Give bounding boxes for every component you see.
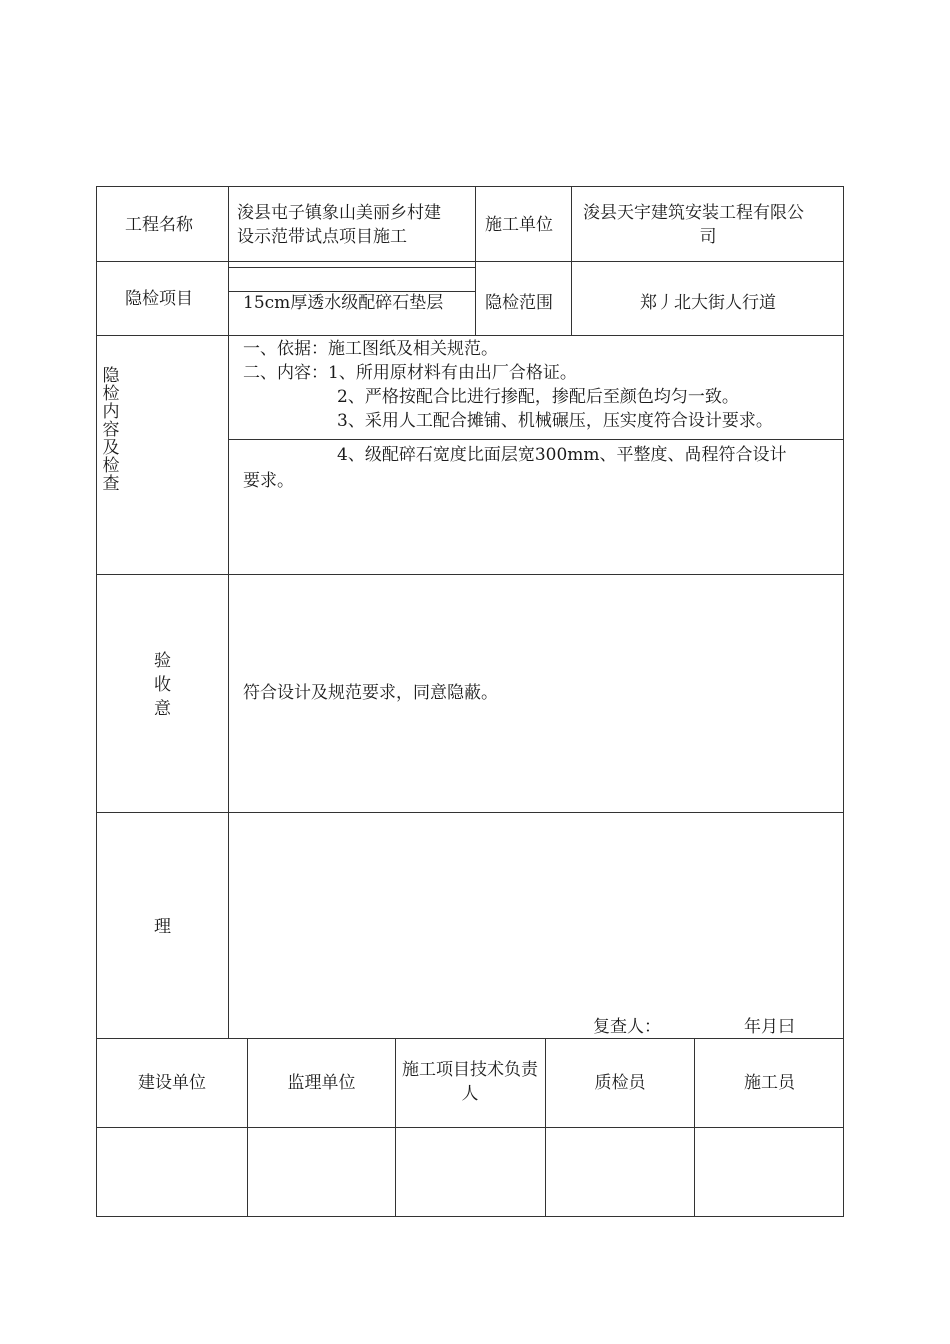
row-divider-5 bbox=[97, 1038, 844, 1039]
inspection-range-value: 郑丿北大街人行道 bbox=[640, 293, 776, 313]
acceptance-label-char-2: 收 bbox=[154, 675, 171, 695]
content-line-3: 3、采用人工配合摊铺、机械碾压，压实度符合设计要求。 bbox=[337, 411, 773, 431]
project-name-line1: 浚县屯子镇象山美丽乡村建 bbox=[237, 203, 441, 223]
sig-header-owner: 建设单位 bbox=[138, 1073, 206, 1093]
sig-header-builder: 施工员 bbox=[744, 1073, 795, 1093]
label-column-divider bbox=[228, 187, 229, 1038]
sig-header-supervisor: 监理单位 bbox=[287, 1073, 356, 1093]
contractor-line1: 浚县天宇建筑安装工程有限公 bbox=[583, 203, 804, 223]
content-line-2: 2、严格按配合比进行掺配，掺配后至颜色均匀一致。 bbox=[337, 387, 739, 407]
row-divider-1 bbox=[97, 261, 844, 262]
supervision-label: 理 bbox=[154, 917, 171, 937]
content-line-basis: 一、依据：施工图纸及相关规范。 bbox=[243, 339, 498, 359]
review-date-label: 年月曰 bbox=[744, 1017, 795, 1037]
sig-cell-quality-inspector[interactable] bbox=[546, 1128, 694, 1217]
reviewer-label: 复查人： bbox=[593, 1017, 661, 1037]
middle-divider-2 bbox=[571, 187, 572, 335]
content-line-4a: 4、级配碎石宽度比面层宽300mm、平整度、咼程符合设计 bbox=[337, 445, 787, 465]
content-line-1: 二、内容：1、所用原材料有由出厂合格证。 bbox=[243, 363, 577, 383]
project-name-line2: 设示范带试点项目施工 bbox=[237, 227, 407, 247]
acceptance-label-char-1: 验 bbox=[154, 651, 171, 671]
inspection-item-label: 隐检项目 bbox=[125, 289, 193, 309]
inspection-item-value: 15cm厚透水级配碎石垫层 bbox=[243, 293, 444, 313]
content-label: 隐检内容及检查 bbox=[102, 366, 120, 494]
sig-cell-supervisor[interactable] bbox=[248, 1128, 395, 1217]
sig-cell-tech-lead[interactable] bbox=[396, 1128, 545, 1217]
row-divider-4 bbox=[97, 812, 844, 813]
sig-header-quality-inspector: 质检员 bbox=[594, 1073, 646, 1093]
inspection-form bbox=[96, 186, 844, 1217]
row-divider-2 bbox=[97, 335, 844, 336]
sig-header-tech-lead: 施工项目技术负责人 bbox=[402, 1060, 538, 1104]
middle-divider-1 bbox=[475, 187, 476, 335]
inspection-range-label: 隐检范围 bbox=[485, 293, 553, 313]
contractor-line2: 司 bbox=[699, 227, 717, 247]
project-name-label: 工程名称 bbox=[125, 215, 193, 235]
inspection-item-inner-top bbox=[229, 267, 475, 268]
row-divider-3 bbox=[97, 574, 844, 575]
content-line-4b: 要求。 bbox=[243, 471, 294, 491]
content-inner-divider bbox=[229, 439, 844, 440]
sig-cell-owner[interactable] bbox=[97, 1128, 247, 1217]
contractor-label: 施工单位 bbox=[485, 215, 553, 235]
acceptance-label-char-3: 意 bbox=[154, 699, 171, 719]
sig-cell-builder[interactable] bbox=[695, 1128, 844, 1217]
acceptance-opinion: 符合设计及规范要求，同意隐蔽。 bbox=[243, 683, 498, 703]
